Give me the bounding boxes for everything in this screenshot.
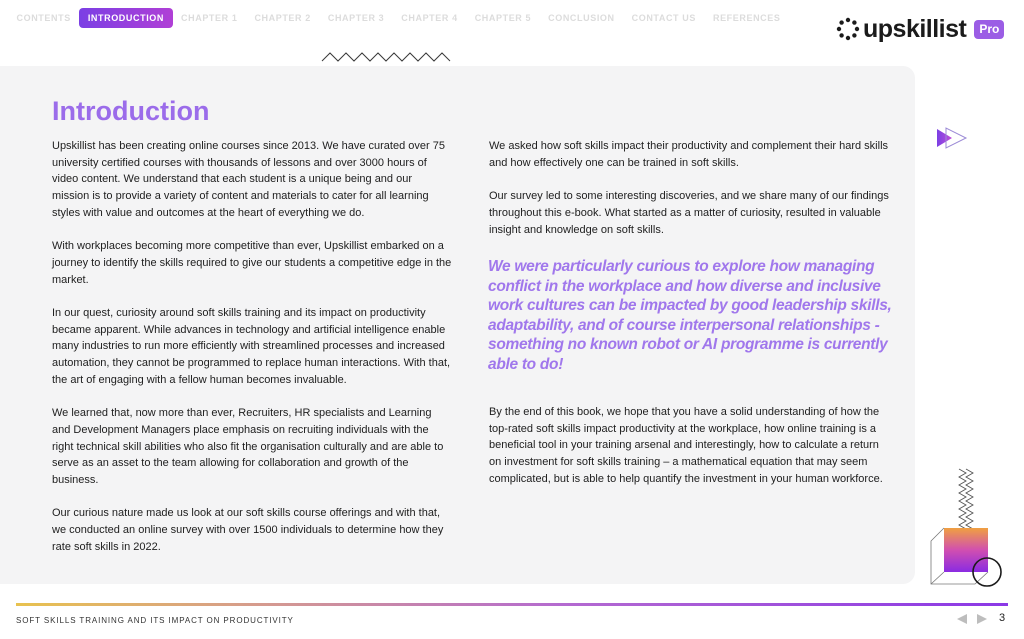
nav-item-contents[interactable]: CONTENTS [16,13,71,23]
paragraph: Our survey led to some interesting discoveries, and we share many of our findings throughout this e-book. What started as a matter of curiosity, resulted in valuable insight and knowledge on soft skills. [489,190,889,236]
footer-divider [16,603,1008,606]
play-arrows-decoration-icon [936,126,968,150]
nav-item-introduction[interactable]: INTRODUCTION [79,8,172,28]
page-title: Introduction [52,96,210,126]
nav-item-chapter-4[interactable]: CHAPTER 4 [401,13,458,23]
logo-mark-icon [836,17,860,41]
nav-item-chapter-3[interactable]: CHAPTER 3 [327,13,385,23]
paragraph: With workplaces becoming more competitive than ever, Upskillist embarked on a journey to identify the skills required to give our students a competitive edge in the market. [52,240,452,286]
nav-item-chapter-1[interactable]: CHAPTER 1 [181,13,238,23]
right-column [489,138,889,255]
next-page-icon[interactable] [975,613,989,625]
footer-title: SOFT SKILLS TRAINING AND ITS IMPACT ON PRODUCTIVITY [16,616,294,625]
nav-item-chapter-2[interactable]: CHAPTER 2 [254,13,311,23]
page-navigation [955,613,995,625]
paragraph: We asked how soft skills impact their productivity and complement their hard skills and how effectively one can be trained in soft skills. [489,140,889,169]
cube-decoration-icon [928,526,1004,588]
nav-item-chapter-5[interactable]: CHAPTER 5 [474,13,532,23]
paragraph: We learned that, now more than ever, Recruiters, HR specialists and Learning and Development Managers place emphasis on recruiting individuals with the right technical skill abilities who also fit the organisation culturally and are able to serve as an asset to the team allowing for collaboration and growth of the business. [52,407,444,487]
page-number: 3 [999,612,1006,624]
logo-wordmark: upskillist [863,15,967,43]
left-column [52,138,452,572]
paragraph: By the end of this book, we hope that you have a solid understanding of how the top-rated soft skills impact productivity at the workplace, how online training is a beneficial tool in your training arsenal and interestingly, how to calculate a return on investment for soft skills training – a mathematical equation that may seem complicated, but is able to help quantify the investment in your human workforce. [489,406,883,485]
closing-paragraph [489,404,889,504]
brand-logo [836,15,1004,43]
top-nav [8,8,789,28]
previous-page-icon[interactable] [955,613,969,625]
paragraph: In our quest, curiosity around soft skills training and its impact on productivity became apparent. While advances in technology and artificial intelligence enable many industries to run more efficiently with streamlined processes and increased automation, they cannot be programmed to replace human interactions. With that, the art of engaging with a fellow human becomes invaluable. [52,307,451,386]
nav-item-contact-us[interactable]: CONTACT US [631,13,696,23]
paragraph: Upskillist has been creating online courses since 2013. We have curated over 75 university certified courses with thousands of lessons and over 3000 hours of video content. We understand that each student is a unique being and our mission is to provide a variety of content and materials to cater for all learning styles with value and outcomes at the heart of everything we do. [52,140,445,219]
nav-item-references[interactable]: REFERENCES [712,13,781,23]
paragraph: Our curious nature made us look at our soft skills course offerings and with that, we conducted an online survey with over 1500 individuals to determine how they rate soft skills in 2022. [52,507,444,553]
pro-badge: Pro [974,20,1004,39]
pull-quote: We were particularly curious to explore how managing conflict in the workplace and how diverse and inclusive work cultures can be impacted by good leadership skills, adaptability, and of course interpersonal relationships - something no known robot or AI programme is currently able to do! [488,258,892,373]
nav-item-conclusion[interactable]: CONCLUSION [548,13,615,23]
